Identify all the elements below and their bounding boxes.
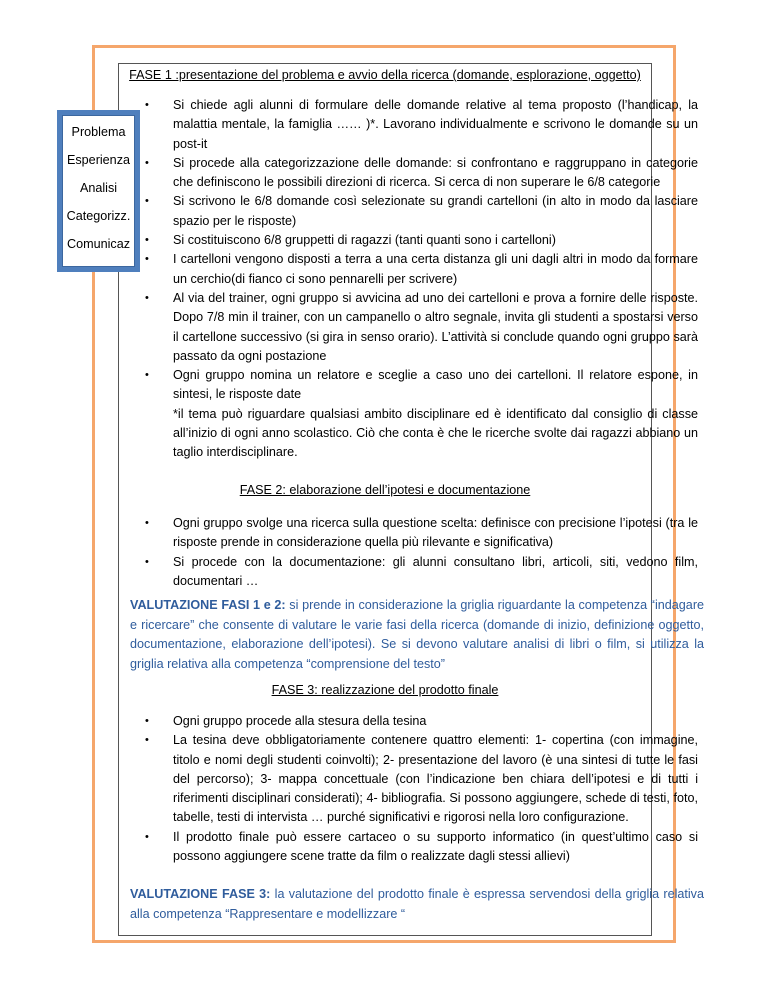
list-item: • La tesina deve obbligatoriamente contenere quattro elementi: 1- copertina (con immagine, titolo e nomi degli studenti coinvolti); 2- presentazione del lavoro (è una sintesi di tutte le fasi del percorso); 3- mappa concettuale (con l’indicazione ben chiara dell’ipotesi e di tutti i riferimenti disciplinari considerati); 4- bibliografia. Si possono aggiungere, schede di testi, foto, tabelle, testi di intervista … purché significativi e rigorosi nella loro configurazione. <box>145 733 698 825</box>
bullet-icon: • <box>145 555 149 568</box>
bullet-icon: • <box>145 234 149 247</box>
list-item: • Si procede alla categorizzazione delle domande: si confrontano e raggruppano in categorie che definiscono le possibili direzioni di ricerca. Si cerca di non superare le 6/8 categorie <box>145 155 698 190</box>
bullet-icon: • <box>145 156 149 169</box>
list-item: • Il prodotto finale può essere cartaceo o su supporto informatico (in quest’ultimo caso si possono aggiungere scene tratte da film o realizzate dagli stessi allievi) <box>145 829 698 864</box>
bullet-icon: • <box>145 99 149 111</box>
fase1-list <box>118 96 704 463</box>
list-item: • Ogni gruppo procede alla stesura della tesina <box>118 712 698 731</box>
sidebar-item-categorizz: Categorizz. <box>66 209 131 223</box>
fase3-list <box>118 712 704 866</box>
list-item: • Si scrivono le 6/8 domande così selezionate su grandi cartelloni (in alto in modo da lasciare spazio per le risposte) <box>145 194 698 228</box>
list-item: • Si chiede agli alunni di formulare delle domande relative al tema proposto (l’handicap, la malattia mentale, la famiglia …… )*. Lavorano individualmente e scrivono le domande su un post-it <box>145 98 698 151</box>
fase2-title: FASE 2: elaborazione dell’ipotesi e documentazione <box>239 483 531 497</box>
sidebar-item-comunicaz: Comunicaz <box>67 237 130 251</box>
valutazione-fasi-1-2: VALUTAZIONE FASI 1 e 2: si prende in considerazione la griglia riguardante la competenza “indagare e ricercare” che consente di valutare le varie fasi della ricerca (domande di inizio, definizione oggetto, documentazione, elaborazione dell’ipotesi). Se si devono valutare analisi di libri o film, si utilizza la griglia relativa alla competenza “comprensione del testo” <box>130 598 705 671</box>
sidebar-item-analisi: Analisi <box>79 181 118 195</box>
bullet-icon: • <box>145 369 149 382</box>
valutazione-label: VALUTAZIONE FASI 1 e 2: <box>130 598 286 612</box>
sidebar-item-esperienza: Esperienza <box>66 153 130 167</box>
bullet-icon: • <box>145 830 149 843</box>
sidebar-item-problema: Problema <box>71 125 126 139</box>
list-item: • Si procede con la documentazione: gli alunni consultano libri, articoli, siti, vedono film, documentari … <box>145 554 698 588</box>
bullet-icon: • <box>145 715 149 727</box>
list-item: • Ogni gruppo svolge una ricerca sulla questione scelta: definisce con precisione l’ipotesi (tra le risposte prende in considerazione quella più rilevante e significativa) <box>145 516 698 550</box>
list-item: • Ogni gruppo nomina un relatore e sceglie a caso uno dei cartelloni. Il relatore espone, in sintesi, le risposte date *il tema può riguardare qualsiasi ambito disciplinare ed è identificato dal consiglio di classe all’inizio di ogni anno scolastico. Ciò che conta è che le ricerche svolte dai ragazzi abbiano un taglio interdisciplinare. <box>145 368 698 460</box>
valutazione-fase-3: VALUTAZIONE FASE 3: la valutazione del prodotto finale è espressa servendosi della griglia relativa alla competenza “Rappresentare e modellizzare “ <box>130 887 704 921</box>
fase2-list <box>118 514 704 591</box>
fase1-title: FASE 1 :presentazione del problema e avvio della ricerca (domande, esplorazione, oggetto) <box>129 68 641 82</box>
bullet-icon: • <box>145 253 149 266</box>
bullet-icon: • <box>145 734 149 747</box>
fase3-title: FASE 3: realizzazione del prodotto finale <box>271 683 499 697</box>
list-item: • Al via del trainer, ogni gruppo si avvicina ad uno dei cartelloni e prova a fornire delle risposte. Dopo 7/8 min il trainer, con un campanello o altro segnale, invita gli studenti a spostarsi verso il cartellone successivo (si gira in senso orario). L’attività si conclude quando ogni gruppo sarà passato da ogni postazione <box>145 290 698 363</box>
list-item: • I cartelloni vengono disposti a terra a una certa distanza gli uni dagli altri in modo da formare un cerchio(di fianco ci sono pennarelli per scrivere) <box>145 252 698 286</box>
bullet-icon: • <box>145 195 149 208</box>
bullet-icon: • <box>145 517 149 529</box>
list-item: • Si costituiscono 6/8 gruppetti di ragazzi (tanti quanti sono i cartelloni) <box>118 231 698 250</box>
bullet-icon: • <box>145 291 149 304</box>
fase1-note: *il tema può riguardare qualsiasi ambito disciplinare ed è identificato dal consiglio di classe all’inizio di ogni anno scolastico. Ciò che conta è che le ricerche svolte dai ragazzi abbiano un taglio interdisciplinare. <box>173 406 698 460</box>
valutazione-label: VALUTAZIONE FASE 3: <box>130 887 271 901</box>
